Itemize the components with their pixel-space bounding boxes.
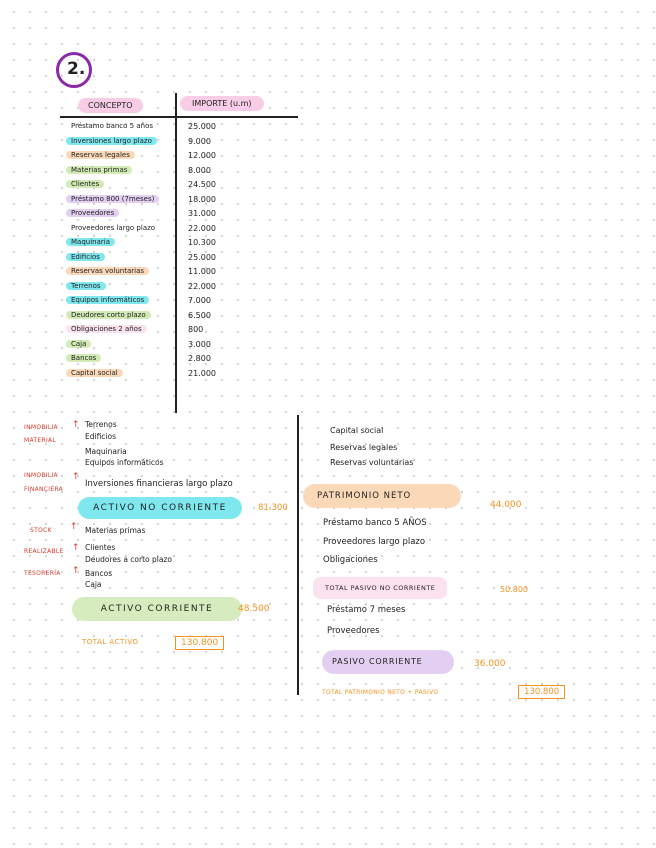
- table-row-amount: 9.000: [188, 136, 211, 146]
- arrow-up-icon: ↑: [72, 420, 80, 430]
- table-row-amount: 25.000: [188, 122, 216, 131]
- patrimonio-item: Capital social: [330, 426, 384, 435]
- table-row-concept: Clientes: [66, 180, 104, 188]
- table-row-concept: Materias primas: [66, 166, 132, 174]
- table-row-concept: Bancos: [66, 354, 101, 362]
- table-row-amount: 22.000: [188, 223, 216, 233]
- table-row-amount: 25.000: [188, 252, 216, 262]
- activo-item: Equipos informáticos: [85, 458, 164, 467]
- exercise-number-circle: [56, 52, 92, 88]
- pasivo-c-item: Proveedores: [327, 626, 380, 636]
- table-row-concept: Obligaciones 2 años: [66, 325, 147, 333]
- total-activo-label: TOTAL ACTIVO: [82, 638, 139, 646]
- activo-item: Inversiones financieras largo plazo: [85, 479, 233, 489]
- table-divider-vertical: [175, 93, 177, 413]
- activo-no-corriente-label: ACTIVO NO CORRIENTE: [78, 497, 242, 519]
- activo-item: Deudores a corto plazo: [85, 555, 172, 564]
- table-row-amount: 11.000: [188, 267, 216, 276]
- pasivo-corriente-label: PASIVO CORRIENTE: [322, 650, 454, 674]
- total-pasivo-amount: 130.800: [518, 685, 565, 699]
- table-row-amount: 10.300: [188, 238, 216, 247]
- table-row-amount: 12.000: [188, 151, 216, 160]
- arrow-up-icon: ↑: [70, 522, 78, 532]
- table-row-concept: Caja: [66, 340, 91, 348]
- table-row-concept: Equipos informáticos: [66, 296, 149, 304]
- table-row-amount: 21.000: [188, 368, 216, 378]
- activo-no-corriente-amount: 81.300: [258, 503, 288, 513]
- pasivo-nc-item: Préstamo banco 5 AÑOS: [323, 518, 427, 528]
- total-pasivo-nc-amount: 50.800: [500, 585, 528, 594]
- activo-item: Caja: [85, 580, 102, 589]
- table-row-concept: Capital social: [66, 369, 123, 377]
- patrimonio-item: Reservas legales: [330, 443, 398, 452]
- pasivo-c-item: Préstamo 7 meses: [327, 605, 406, 615]
- table-row-concept: Préstamo 800 (7meses): [66, 195, 159, 203]
- table-row-concept: Reservas legales: [66, 151, 135, 159]
- activo-item: Clientes: [85, 543, 116, 552]
- total-pasivo-label: TOTAL PATRIMONIO NETO + PASIVO: [322, 689, 439, 696]
- table-row-amount: 22.000: [188, 281, 216, 291]
- table-row-concept: Inversiones largo plazo: [66, 137, 157, 145]
- table-row-concept: Préstamo banco 5 años: [71, 122, 153, 130]
- table-row-amount: 800: [188, 325, 204, 334]
- table-row-concept: Proveedores largo plazo: [71, 223, 156, 232]
- activo-corriente-label: ACTIVO CORRIENTE: [72, 597, 242, 621]
- table-row-amount: 2.800: [188, 354, 211, 363]
- pasivo-nc-item: Obligaciones: [323, 555, 378, 565]
- pasivo-corriente-amount: 36.000: [474, 659, 506, 669]
- activo-item: Materias primas: [85, 526, 146, 535]
- label-material: MATERIAL: [24, 437, 57, 444]
- table-row-amount: 18.000: [188, 194, 216, 204]
- balance-divider: [297, 415, 299, 695]
- table-row-amount: 6.500: [188, 310, 211, 320]
- table-row-concept: Reservas voluntarias: [66, 267, 149, 275]
- table-row-amount: 8.000: [188, 165, 211, 175]
- arrow-up-icon: ↑: [72, 472, 80, 482]
- table-row-concept: Deudores corto plazo: [66, 311, 151, 319]
- exercise-number: 2.: [67, 59, 86, 79]
- activo-item: Edificios: [85, 432, 117, 441]
- arrow-up-icon: ↑: [72, 543, 80, 553]
- header-concepto: CONCEPTO: [78, 98, 143, 113]
- label-inmobilia-2: INMOBILIA: [24, 472, 58, 479]
- header-importe: IMPORTE (u.m): [180, 96, 264, 111]
- patrimonio-neto-amount: 44.000: [490, 500, 522, 510]
- activo-item: Bancos: [85, 569, 113, 578]
- label-realizable: REALIZABLE: [24, 548, 64, 555]
- patrimonio-neto-label: PATRIMONIO NETO: [303, 484, 461, 508]
- total-activo-amount: 130.800: [175, 636, 224, 650]
- table-row-concept: Maquinaria: [66, 238, 115, 246]
- table-row-amount: 3.000: [188, 339, 211, 349]
- table-row-concept: Proveedores: [66, 209, 119, 217]
- label-stock: STOCK: [30, 527, 52, 534]
- activo-item: Terrenos: [85, 420, 117, 429]
- label-financiera: FINANCIERA: [24, 486, 64, 493]
- table-row-amount: 7.000: [188, 296, 211, 305]
- label-tesoreria: TESORERÍA: [24, 570, 61, 577]
- pasivo-nc-item: Proveedores largo plazo: [323, 537, 426, 547]
- activo-corriente-amount: 48.500: [238, 604, 270, 614]
- table-row-amount: 31.000: [188, 209, 216, 218]
- total-pasivo-nc-label: TOTAL PASIVO NO CORRIENTE: [313, 577, 447, 599]
- patrimonio-item: Reservas voluntarias: [330, 458, 414, 467]
- arrow-up-icon: ↑: [72, 566, 80, 576]
- label-inmobilia-1: INMOBILIA: [24, 424, 58, 431]
- table-row-concept: Terrenos: [66, 282, 106, 290]
- table-row-concept: Edificios: [66, 253, 105, 261]
- activo-item: Maquinaria: [85, 447, 127, 456]
- table-row-amount: 24.500: [188, 180, 216, 189]
- table-divider-horizontal: [60, 116, 298, 118]
